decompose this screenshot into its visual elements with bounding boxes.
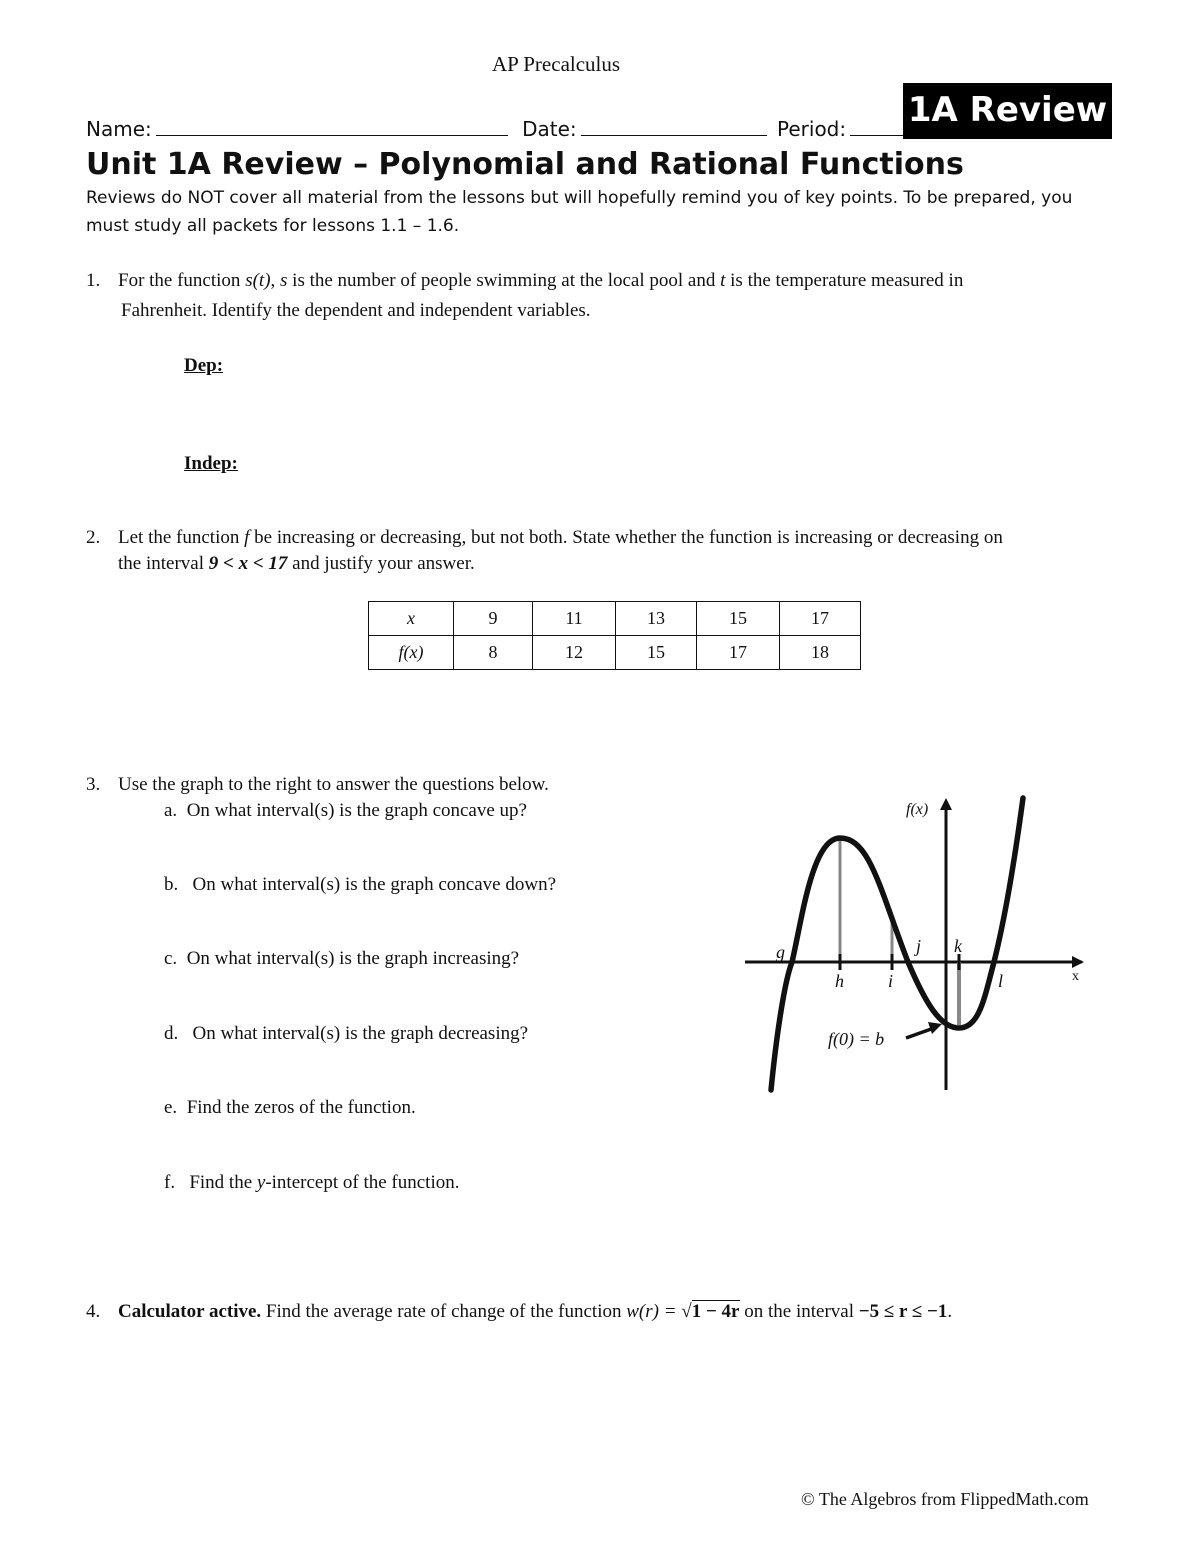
y-axis-label: f(x) xyxy=(906,801,929,818)
q3-part-e: e. Find the zeros of the function. xyxy=(164,1097,416,1118)
q1-indep-label: Indep: xyxy=(184,453,238,474)
q3-part-c: c. On what interval(s) is the graph increasing? xyxy=(164,948,520,969)
q2-number: 2. xyxy=(86,527,101,548)
q4-bold-lead: Calculator active. xyxy=(118,1301,262,1322)
sqrt-sign: √ xyxy=(681,1301,692,1322)
period-label: Period: xyxy=(777,117,847,141)
q1-dep-label: Dep: xyxy=(184,355,224,376)
q2-interval: 9 < x < 17 xyxy=(208,553,288,574)
name-date-period-row xyxy=(86,117,908,141)
function-curve xyxy=(771,798,1023,1090)
q2-table xyxy=(368,601,861,670)
annotation-arrowhead xyxy=(928,1022,942,1034)
intro-line-2: must study all packets for lessons 1.1 – 1.6. xyxy=(86,216,460,236)
y-axis-arrow xyxy=(940,798,952,810)
q2-text: Let the function f be increasing or decreasing, but not both. State whether the function is increasing or decreasing on xyxy=(118,527,1003,548)
table-cell: 17 xyxy=(697,636,780,670)
table-cell: 12 xyxy=(533,636,616,670)
table-cell: 15 xyxy=(697,602,780,636)
q1-text: For the function s(t), s is the number of people swimming at the local pool and t is the temperature measured in xyxy=(118,270,964,291)
table-row-label: x xyxy=(369,602,454,636)
q4-interval: −5 ≤ r ≤ −1 xyxy=(858,1301,948,1322)
q3-part-d: d. On what interval(s) is the graph decreasing? xyxy=(164,1023,529,1044)
table-cell: 13 xyxy=(616,602,697,636)
point-label-k: k xyxy=(954,936,962,956)
page-title: Unit 1A Review – Polynomial and Rational Functions xyxy=(86,147,964,182)
point-label-h: h xyxy=(835,971,844,991)
q4-function: w(r) = xyxy=(626,1301,682,1322)
table-row xyxy=(369,636,861,670)
q1-function: s(t) xyxy=(245,270,271,291)
date-label: Date: xyxy=(522,117,577,141)
table-cell: 17 xyxy=(780,602,861,636)
f0-annotation: f(0) = b xyxy=(828,1029,885,1049)
q4-text: Calculator active. Find the average rate of change of the function w(r) = √1 − 4r on the interval −5 ≤ r ≤ −1. xyxy=(118,1301,953,1322)
table-cell: 15 xyxy=(616,636,697,670)
name-label: Name: xyxy=(86,117,152,141)
x-axis-arrow xyxy=(1072,956,1084,968)
review-badge: 1A Review xyxy=(903,83,1112,139)
q3-part-a: a. On what interval(s) is the graph concave up? xyxy=(164,800,527,821)
intro-line-1: Reviews do NOT cover all material from the lessons but will hopefully remind you of key points. To be prepared, you xyxy=(86,188,1073,208)
period-field[interactable] xyxy=(850,134,908,136)
q4-radicand: 1 − 4r xyxy=(691,1301,740,1322)
q1-number: 1. xyxy=(86,270,101,291)
point-label-g: g xyxy=(776,942,785,962)
table-row-label: f(x) xyxy=(369,636,454,670)
point-label-i: i xyxy=(888,971,894,991)
q3-text: Use the graph to the right to answer the questions below. xyxy=(118,774,549,795)
table-cell: 8 xyxy=(454,636,533,670)
q3-number: 3. xyxy=(86,774,101,795)
point-label-l: l xyxy=(998,971,1004,991)
q3-part-b: b. On what interval(s) is the graph concave down? xyxy=(164,874,557,895)
x-axis-label: x xyxy=(1072,969,1079,984)
q2-text-line-2: the interval 9 < x < 17 and justify your answer. xyxy=(118,553,475,574)
point-label-j: j xyxy=(916,936,922,956)
footer-credit: © The Algebros from FlippedMath.com xyxy=(801,1489,1089,1509)
table-row xyxy=(369,602,861,636)
q1-text-line-2: Fahrenheit. Identify the dependent and independent variables. xyxy=(121,300,591,321)
q3-part-f: f. Find the y-intercept of the function. xyxy=(164,1172,460,1193)
annotation-arrow xyxy=(906,1028,934,1038)
table-cell: 18 xyxy=(780,636,861,670)
table-cell: 11 xyxy=(533,602,616,636)
course-title: AP Precalculus xyxy=(491,52,621,76)
q3-graph xyxy=(740,790,1100,1100)
name-field[interactable] xyxy=(156,134,508,136)
q4-number: 4. xyxy=(86,1301,101,1322)
date-field[interactable] xyxy=(581,134,767,136)
table-cell: 9 xyxy=(454,602,533,636)
